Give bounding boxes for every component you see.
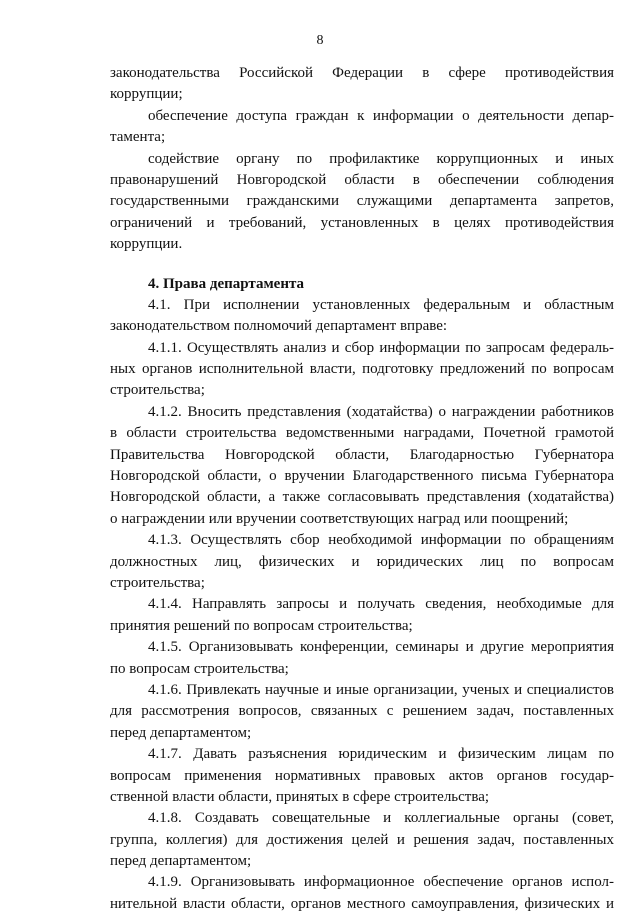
text-line: правонарушений Новгородской области в обеспечении соблюдения bbox=[110, 171, 614, 188]
text-line: ограничений и требований, установленных в целях противодействия bbox=[110, 214, 614, 231]
section-heading bbox=[110, 274, 614, 295]
text-line: нительной власти области, органов местного самоуправления, физических и bbox=[110, 895, 614, 912]
text-line: 4.1.9. Организовывать информационное обеспечение органов испол- bbox=[148, 874, 614, 891]
text-line: 4.1.3. Осуществлять сбор необходимой информации по обращениям bbox=[148, 532, 614, 549]
paragraph bbox=[110, 808, 614, 872]
text-line: 4.1.8. Создавать совещательные и коллегиальные органы (совет, bbox=[148, 810, 614, 827]
paragraph bbox=[110, 338, 614, 402]
text-line: 4.1.7. Давать разъяснения юридическим и физическим лицам по bbox=[148, 746, 614, 763]
text-line: 4.1.4. Направлять запросы и получать сведения, необходимые для bbox=[148, 596, 614, 613]
paragraph bbox=[110, 402, 614, 530]
text-line: для рассмотрения вопросов, связанных с решением задач, поставленных bbox=[110, 703, 614, 720]
text-line: строительства; bbox=[110, 574, 205, 591]
text-line: 4.1.1. Осуществлять анализ и сбор информации по запросам федераль- bbox=[148, 339, 614, 356]
text-line: государственными гражданскими служащими департамента запретов, bbox=[110, 193, 614, 210]
paragraph bbox=[110, 530, 614, 594]
text-line: должностных лиц, физических и юридических лиц по вопросам bbox=[110, 553, 614, 570]
text-line: группа, коллегия) для достижения целей и решения задач, поставленных bbox=[110, 831, 614, 848]
text-line: принятия решений по вопросам строительства; bbox=[110, 617, 413, 634]
text-line: перед департаментом; bbox=[110, 853, 252, 870]
paragraph bbox=[110, 594, 614, 637]
text-line: законодательством полномочий департамент вправе: bbox=[110, 318, 448, 335]
text-line: 4.1. При исполнении установленных федеральным и областным bbox=[148, 296, 614, 313]
text-line: 4.1.6. Привлекать научные и иные организации, ученых и специалистов bbox=[148, 681, 614, 698]
text-line: 4.1.2. Вносить представления (ходатайства) о награждении работников bbox=[148, 403, 614, 420]
text-line: 4.1.5. Организовывать конференции, семинары и другие мероприятия bbox=[148, 639, 614, 656]
paragraph bbox=[110, 149, 614, 256]
text-line: обеспечение доступа граждан к информации о деятельности депар- bbox=[148, 107, 614, 124]
text-line: вопросам применения нормативных правовых актов органов государ- bbox=[110, 767, 614, 784]
text-line: коррупции; bbox=[110, 86, 183, 103]
text-line: по вопросам строительства; bbox=[110, 660, 289, 677]
paragraph bbox=[110, 63, 614, 106]
paragraph bbox=[110, 744, 614, 808]
text-line: ных органов исполнительной власти, подготовку предложений по вопросам bbox=[110, 361, 614, 378]
paragraph bbox=[110, 872, 614, 915]
text-line: Новгородской области, а также согласовывать представления (ходатайства) bbox=[110, 489, 614, 506]
paragraph bbox=[110, 106, 614, 149]
text-line: о награждении или вручении соответствующих наград или поощрений; bbox=[110, 510, 569, 527]
paragraph bbox=[110, 680, 614, 744]
text-line: коррупции. bbox=[110, 236, 183, 253]
text-line: 4. Права департамента bbox=[148, 275, 305, 292]
text-line: строительства; bbox=[110, 382, 205, 399]
text-line: в области строительства ведомственными наградами, Почетной грамотой bbox=[110, 425, 614, 442]
text-line: Новгородской области, о вручении Благодарственного письма Губернатора bbox=[110, 468, 614, 485]
spacer bbox=[110, 256, 614, 274]
paragraph bbox=[110, 637, 614, 680]
text-line: содействие органу по профилактике коррупционных и иных bbox=[148, 150, 614, 167]
text-line: ственной власти области, принятых в сфере строительства; bbox=[110, 788, 490, 805]
text-line: законодательства Российской Федерации в сфере противодействия bbox=[110, 65, 614, 81]
text-line: Правительства Новгородской области, Благодарностью Губернатора bbox=[110, 446, 614, 463]
text-line: тамента; bbox=[110, 129, 166, 146]
document-body bbox=[110, 63, 614, 915]
paragraph bbox=[110, 295, 614, 338]
text-line: перед департаментом; bbox=[110, 724, 252, 741]
page-number: 8 bbox=[316, 33, 324, 48]
